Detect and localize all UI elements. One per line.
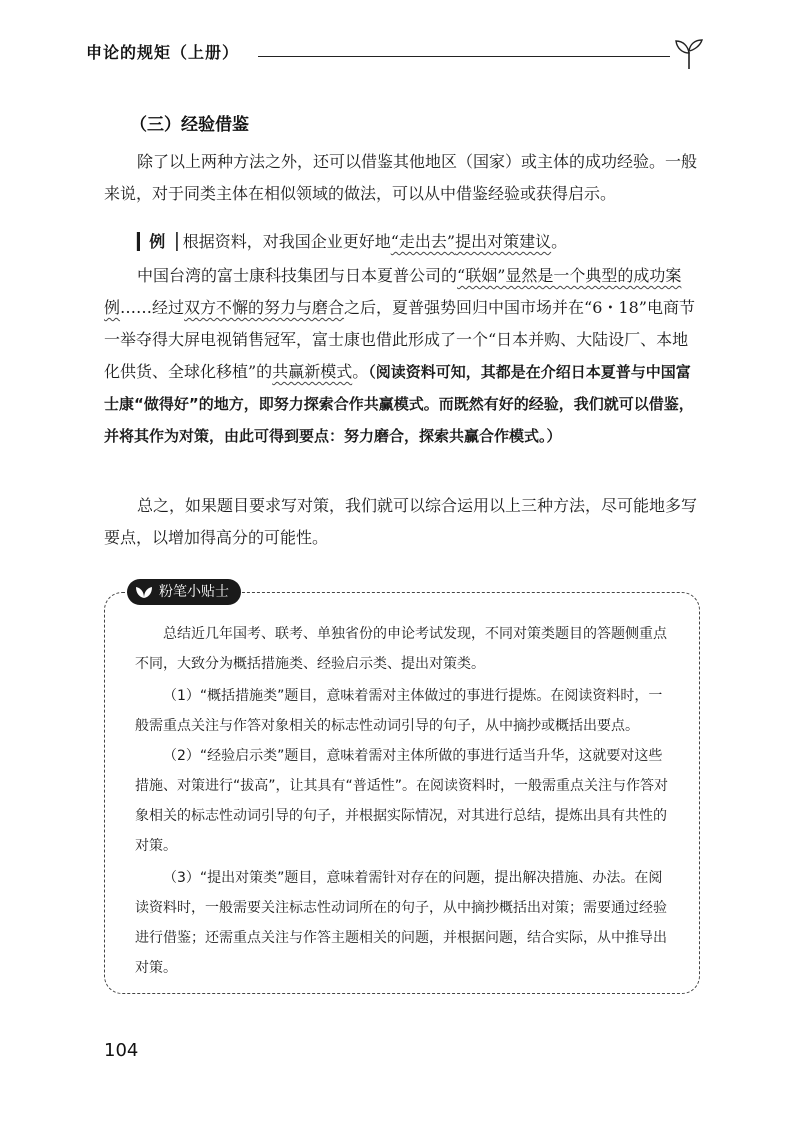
case-text-b: ……经过 [120,298,185,317]
example-label: ▎例▕ [137,232,178,251]
tip-badge-label: 粉笔小贴士 [159,584,229,600]
leaf-icon [135,585,153,599]
page-header [86,34,716,74]
book-title: 申论的规矩（上册） [86,43,240,62]
paragraph-intro: 除了以上两种方法之外，还可以借鉴其他地区（国家）或主体的成功经验。一般来说，对于同类主体在相似领域的做法，可以从中借鉴经验或获得启示。 [104,152,698,203]
paragraph-summary: 总之，如果题目要求写对策，我们就可以综合运用以上三种方法，尽可能地多写要点，以增加得高分的可能性。 [104,496,698,547]
case-text-d: 。 [352,362,369,381]
case-analysis-note: （阅读资料可知，其都是在介绍日本夏普与中国富士康“做得好”的地方，即努力探索合作共赢模式。而既然有好的经验，我们就可以借鉴，并将其作为对策，由此可得到要点：努力磨合，探索共赢合作模式。） [104,363,694,445]
case-keyword-1: “联姻”显然是一个典型的成功案例 [104,266,682,317]
section-heading: （三）经验借鉴 [130,115,249,135]
tip-badge [127,579,241,605]
example-keyword-1: “走出去” [390,232,456,251]
tip-paragraph-overview: 总结近几年国考、联考、单独省份的申论考试发现，不同对策类题目的答题侧重点不同，大致分为概括措施类、经验启示类、提出对策类。 [135,626,667,672]
header-rule [258,56,670,57]
example-text: 根据资料，对我国企业更好地 [182,232,391,251]
example-keyword-2: 提出对策建议 [455,232,552,251]
case-text-a: 中国台湾的富士康科技集团与日本夏普公司的 [137,266,458,285]
tip-paragraph-1: （1）“概括措施类”题目，意味着需对主体做过的事进行提炼。在阅读资料时，一般需重点关注与作答对象相关的标志性动词引导的句子，从中摘抄或概括出要点。 [135,688,663,734]
case-material [104,260,704,452]
example-end: 。 [551,232,568,251]
case-text-c: 之后，夏普强势回归中国市场并在“6・18”电商节一举夺得大屏电视销售冠军，富士康也借此形成了一个“日本并购、大陆设厂、本地化供货、全球化移植”的 [104,298,695,381]
case-keyword-2: 双方不懈的努力与磨合 [184,298,345,317]
example-question [104,226,704,258]
tip-paragraph-2: （2）“经验启示类”题目，意味着需对主体所做的事进行适当升华，这就要对这些措施、对策进行“拔高”，让其具有“普适性”。在阅读资料时，一般需重点关注与作答对象相关的标志性动词引导的句子，并根据实际情况，对其进行总结，提炼出具有共性的对策。 [135,748,669,854]
page-number: 104 [104,1040,139,1061]
sprout-icon [672,36,706,70]
tip-box [104,584,700,994]
case-keyword-3: 共赢新模式 [272,362,353,381]
tip-paragraph-3: （3）“提出对策类”题目，意味着需针对存在的问题，提出解决措施、办法。在阅读资料时，一般需要关注标志性动词所在的句子，从中摘抄概括出对策；需要通过经验进行借鉴；还需重点关注与作答主题相关的问题，并根据问题，结合实际，从中推导出对策。 [135,870,667,976]
